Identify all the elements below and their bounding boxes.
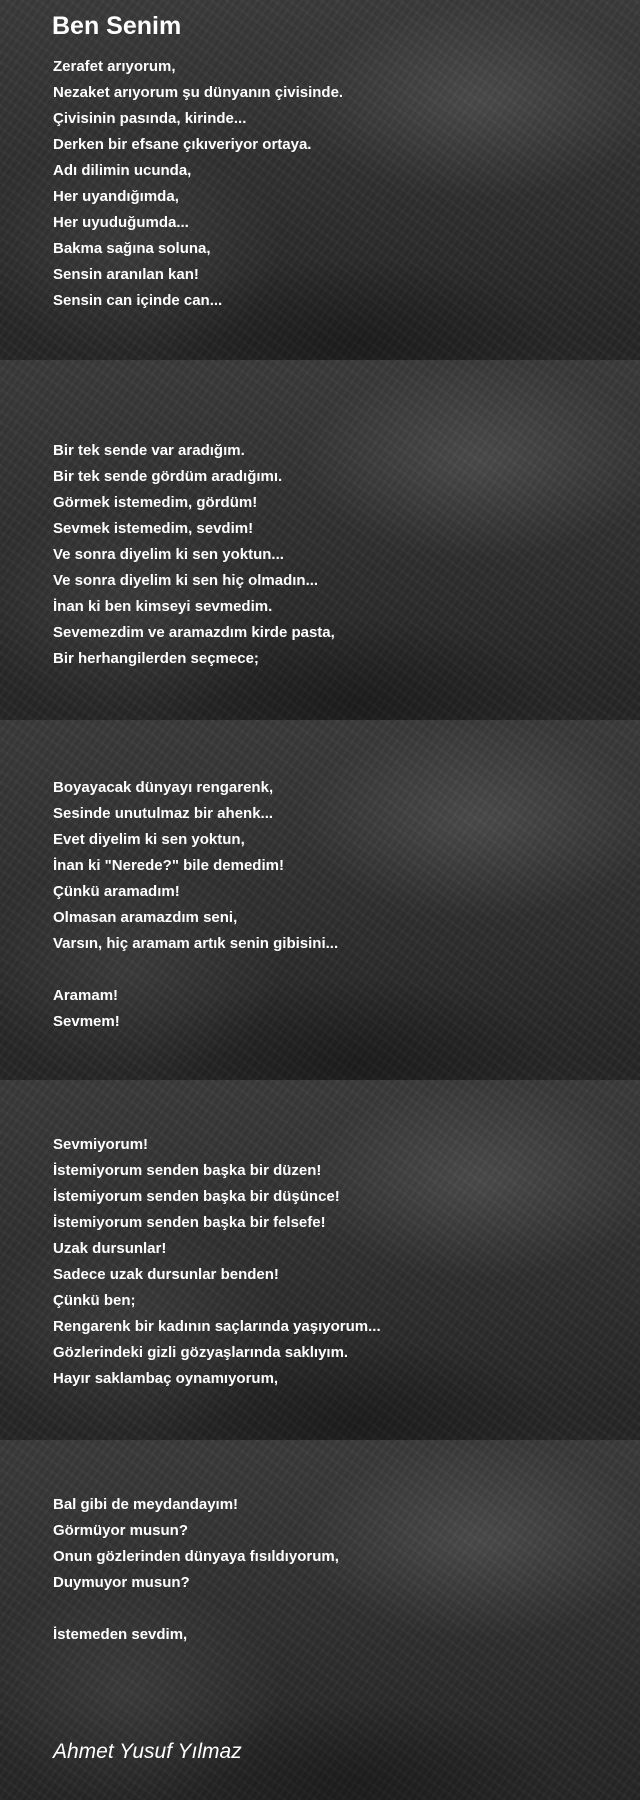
poem-line: Nezaket arıyorum şu dünyanın çivisinde. (53, 84, 344, 101)
poem-line: Sevmiyorum! (53, 1136, 149, 1153)
poem-line: Sensin can içinde can... (53, 292, 223, 309)
poem-line: Aramam! (53, 987, 119, 1004)
poem-line: Olmasan aramazdım seni, (53, 909, 238, 926)
poem-line: Görmek istemedim, gördüm! (53, 494, 258, 511)
poem-line: İstemeden sevdim, (53, 1626, 188, 1643)
poem-line: Ve sonra diyelim ki sen yoktun... (53, 546, 284, 563)
poem-line: Çünkü ben; (53, 1292, 136, 1309)
poem-line: Boyayacak dünyayı rengarenk, (53, 779, 274, 796)
poem-line: Sevemezdim ve aramazdım kirde pasta, (53, 624, 335, 641)
poem-line: Sesinde unutulmaz bir ahenk... (53, 805, 274, 822)
poem-panel-1 (0, 0, 640, 360)
poem-author: Ahmet Yusuf Yılmaz (53, 1740, 242, 1763)
poem-line: Bakma sağına soluna, (53, 240, 211, 257)
poem-line: Sevmem! (53, 1013, 120, 1030)
poem-line (53, 957, 338, 983)
poem-line: Her uyandığımda, (53, 188, 179, 205)
poem-line: Ve sonra diyelim ki sen hiç olmadın... (53, 572, 319, 589)
poem-panel-4 (0, 1080, 640, 1440)
poem-line: Bir tek sende var aradığım. (53, 442, 245, 459)
poem-line: Hayır saklambaç oynamıyorum, (53, 1370, 279, 1387)
poem-line (53, 1596, 339, 1622)
poem-line: Adı dilimin ucunda, (53, 162, 192, 179)
poem-line: İnan ki ben kimseyi sevmedim. (53, 598, 273, 615)
poem-line: Varsın, hiç aramam artık senin gibisini... (53, 935, 339, 952)
stanza-1 (53, 54, 343, 314)
poem-panel-3 (0, 720, 640, 1080)
poem-line: Uzak dursunlar! (53, 1240, 167, 1257)
poem-line: Duymuyor musun? (53, 1574, 190, 1591)
stanza-4 (53, 1132, 381, 1392)
stanza-3 (53, 775, 338, 1035)
poem-line: İstemiyorum senden başka bir düzen! (53, 1162, 322, 1179)
poem-panel-2 (0, 360, 640, 720)
poem-line: Zerafet arıyorum, (53, 58, 176, 75)
poem-line: Onun gözlerinden dünyaya fısıldıyorum, (53, 1548, 339, 1565)
poem-line: Bir tek sende gördüm aradığımı. (53, 468, 283, 485)
poem-panel-5 (0, 1440, 640, 1800)
poem-line: Çünkü aramadım! (53, 883, 180, 900)
poem-line: Sadece uzak dursunlar benden! (53, 1266, 279, 1283)
poem-line: İstemiyorum senden başka bir felsefe! (53, 1214, 326, 1231)
poem-line: Sevmek istemedim, sevdim! (53, 520, 254, 537)
poem-line: Rengarenk bir kadının saçlarında yaşıyorum... (53, 1318, 381, 1335)
poem-line: Bal gibi de meydandayım! (53, 1496, 239, 1513)
poem-line: İstemiyorum senden başka bir düşünce! (53, 1188, 340, 1205)
poem-line: Gözlerindeki gizli gözyaşlarında saklıyım. (53, 1344, 349, 1361)
poem-line: Derken bir efsane çıkıveriyor ortaya. (53, 136, 312, 153)
poem-line: Görmüyor musun? (53, 1522, 189, 1539)
poem-line: Çivisinin pasında, kirinde... (53, 110, 247, 127)
stanza-2 (53, 438, 335, 672)
poem-line: Her uyuduğumda... (53, 214, 189, 231)
poem-title: Ben Senim (52, 12, 182, 40)
poem-line: Bir herhangilerden seçmece; (53, 650, 259, 667)
stanza-5 (53, 1492, 339, 1648)
poem-line: İnan ki "Nerede?" bile demedim! (53, 857, 284, 874)
poem-line: Sensin aranılan kan! (53, 266, 199, 283)
poem-line: Evet diyelim ki sen yoktun, (53, 831, 245, 848)
